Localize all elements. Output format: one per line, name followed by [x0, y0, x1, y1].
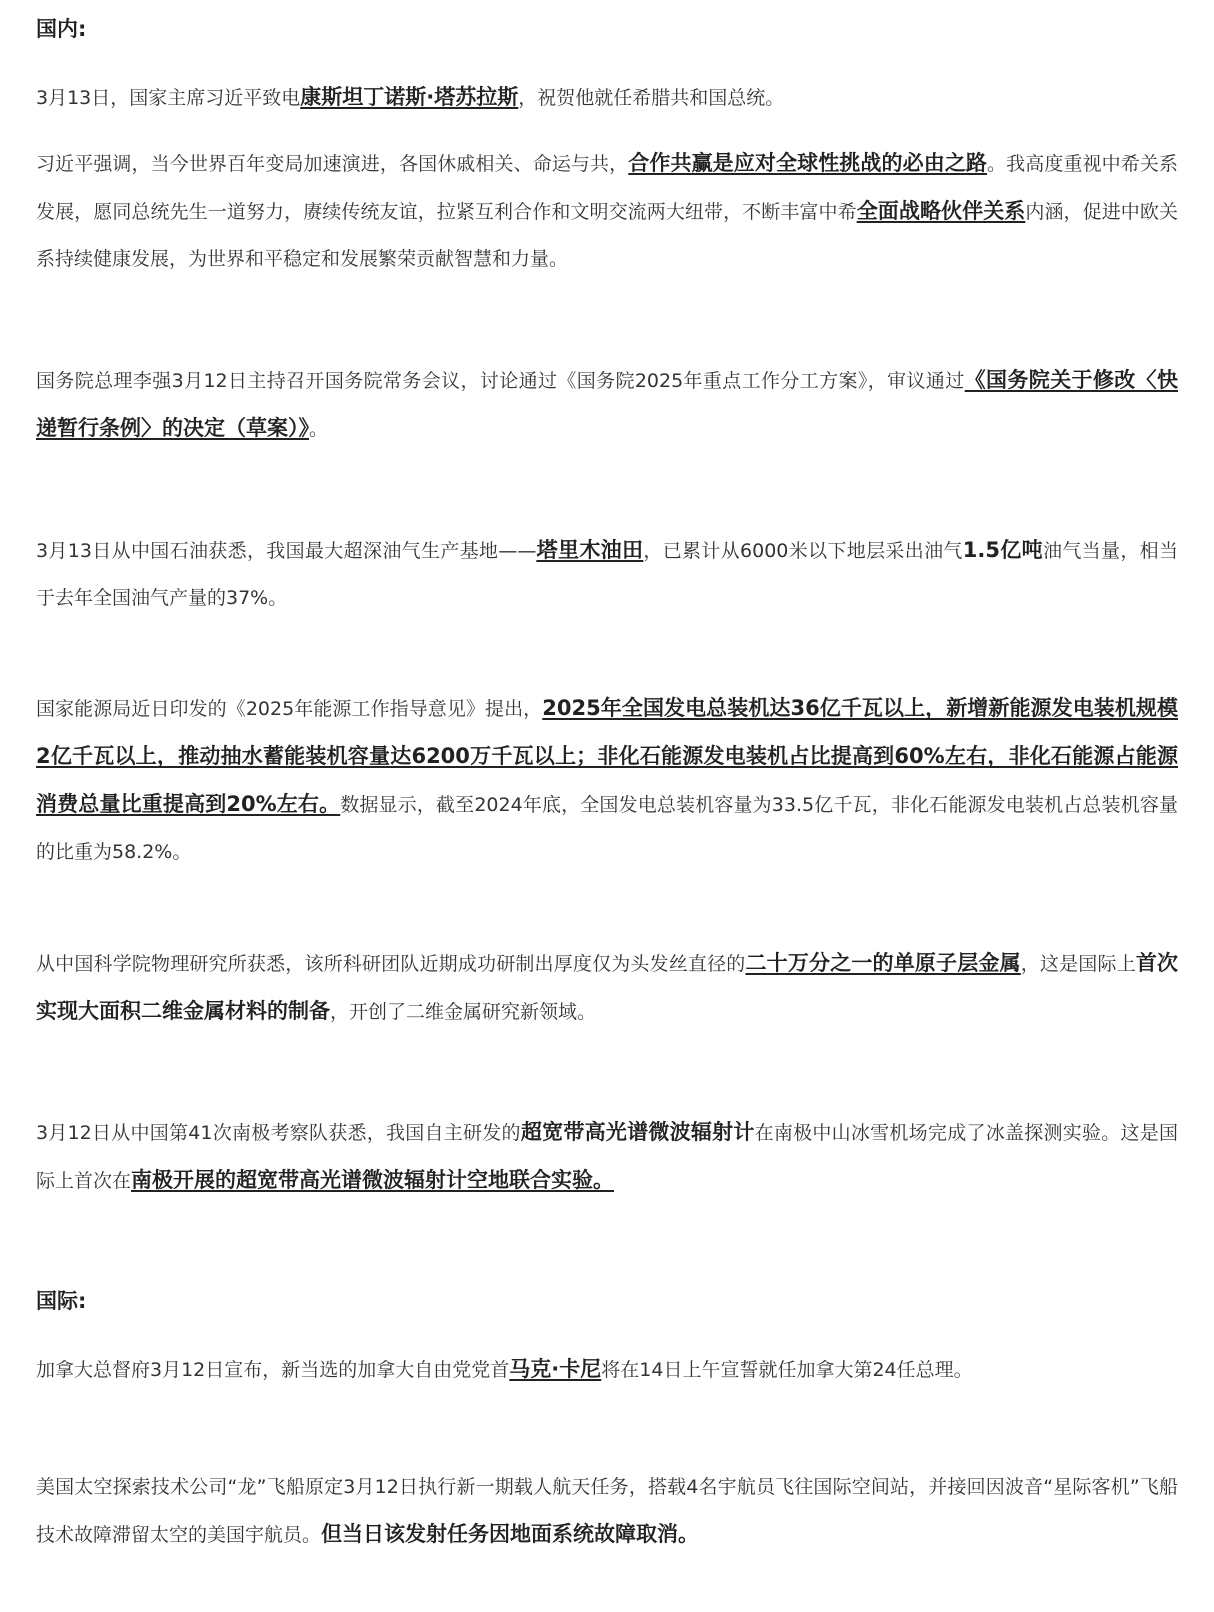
paragraph-text: 在南极中山冰雪机场完成了冰盖探测实验。这是国际上首次在	[36, 1122, 1178, 1192]
paragraph-text: 3月12日从中国第41次南极考察队获悉，我国自主研发的	[36, 1122, 521, 1144]
section-heading-domestic: 国内:	[36, 17, 87, 41]
paragraph-text: ，开创了二维金属研究新领域。	[330, 1001, 597, 1023]
paragraph-text: 。	[309, 418, 329, 440]
highlight-phrase: 首次实现大面积二维金属材料的制备	[36, 951, 1179, 1023]
highlight-phrase: 2025年全国发电总装机达36亿千瓦以上，新增新能源发电装机规模2亿千瓦以上，推动抽水蓄能装机容量达6200万千瓦以上；非化石能源发电装机占比提高到60%左右，非化石能源占能源消费总量比重提高到20%左右。	[36, 696, 1178, 816]
paragraph-text: 国家能源局近日印发的《2025年能源工作指导意见》提出，	[36, 698, 543, 720]
highlight-phrase: 二十万分之一的单原子层金属	[745, 951, 1021, 975]
highlight-name: 马克·卡尼	[509, 1357, 602, 1381]
news-paragraph-2	[36, 140, 1178, 283]
paragraph-text: ，祝贺他就任希腊共和国总统。	[518, 87, 785, 109]
section-heading-international: 国际:	[36, 1289, 87, 1313]
highlight-phrase: 《国务院关于修改〈快递暂行条例〉的决定（草案）》	[36, 368, 1179, 440]
paragraph-text: 数据显示，截至2024年底，全国发电总装机容量为33.5亿千瓦，非化石能源发电装机占总装机容量的比重为58.2%。	[36, 794, 1178, 863]
paragraph-text: 国务院总理李强3月12日主持召开国务院常务会议，讨论通过《国务院2025年重点工作分工方案》，审议通过	[36, 370, 965, 392]
news-paragraph-7	[36, 1109, 1178, 1205]
news-paragraph-1	[36, 74, 1178, 122]
paragraph-text: 美国太空探索技术公司“龙”飞船原定3月12日执行新一期载人航天任务，搭载4名宇航员飞往国际空间站，并接回因波音“星际客机”飞船技术故障滞留太空的美国宇航员。	[36, 1476, 1178, 1546]
paragraph-text: 油气当量，相当于去年全国油气产量的37%。	[36, 540, 1179, 609]
highlight-number: 1.5亿吨	[962, 538, 1043, 562]
paragraph-text: 3月13日从中国石油获悉，我国最大超深油气生产基地——	[36, 540, 537, 562]
paragraph-text: 从中国科学院物理研究所获悉，该所科研团队近期成功研制出厚度仅为头发丝直径的	[36, 953, 746, 975]
paragraph-text: ，已累计从6000米以下地层采出油气	[643, 540, 963, 562]
paragraph-text: 习近平强调，当今世界百年变局加速演进，各国休戚相关、命运与共，	[36, 153, 629, 175]
highlight-name: 康斯坦丁诺斯·塔苏拉斯	[300, 85, 519, 109]
paragraph-text: 3月13日，国家主席习近平致电	[36, 87, 301, 109]
news-paragraph-4	[36, 527, 1178, 622]
highlight-phrase: 合作共赢是应对全球性挑战的必由之路	[628, 151, 988, 175]
paragraph-text: ，这是国际上	[1020, 953, 1136, 975]
news-paragraph-8	[36, 1346, 1178, 1394]
highlight-phrase: 塔里木油田	[536, 538, 644, 562]
news-paragraph-5	[36, 685, 1178, 876]
highlight-phrase: 但当日该发射任务因地面系统故障取消。	[321, 1522, 700, 1546]
paragraph-text: 加拿大总督府3月12日宣布，新当选的加拿大自由党党首	[36, 1359, 510, 1381]
news-paragraph-3	[36, 357, 1178, 453]
highlight-phrase: 南极开展的超宽带高光谱微波辐射计空地联合实验。	[131, 1168, 615, 1192]
highlight-phrase: 全面战略伙伴关系	[856, 199, 1026, 223]
news-paragraph-9	[36, 1464, 1178, 1559]
highlight-phrase: 超宽带高光谱微波辐射计	[520, 1120, 755, 1144]
paragraph-text: 。我高度重视中希关系发展，愿同总统先生一道努力，赓续传统友谊，拉紧互利合作和文明交流两大纽带，不断丰富中希	[36, 153, 1178, 223]
paragraph-text: 内涵，促进中欧关系持续健康发展，为世界和平稳定和发展繁荣贡献智慧和力量。	[36, 201, 1178, 270]
news-paragraph-6	[36, 940, 1178, 1036]
paragraph-text: 将在14日上午宣誓就任加拿大第24任总理。	[601, 1359, 973, 1381]
